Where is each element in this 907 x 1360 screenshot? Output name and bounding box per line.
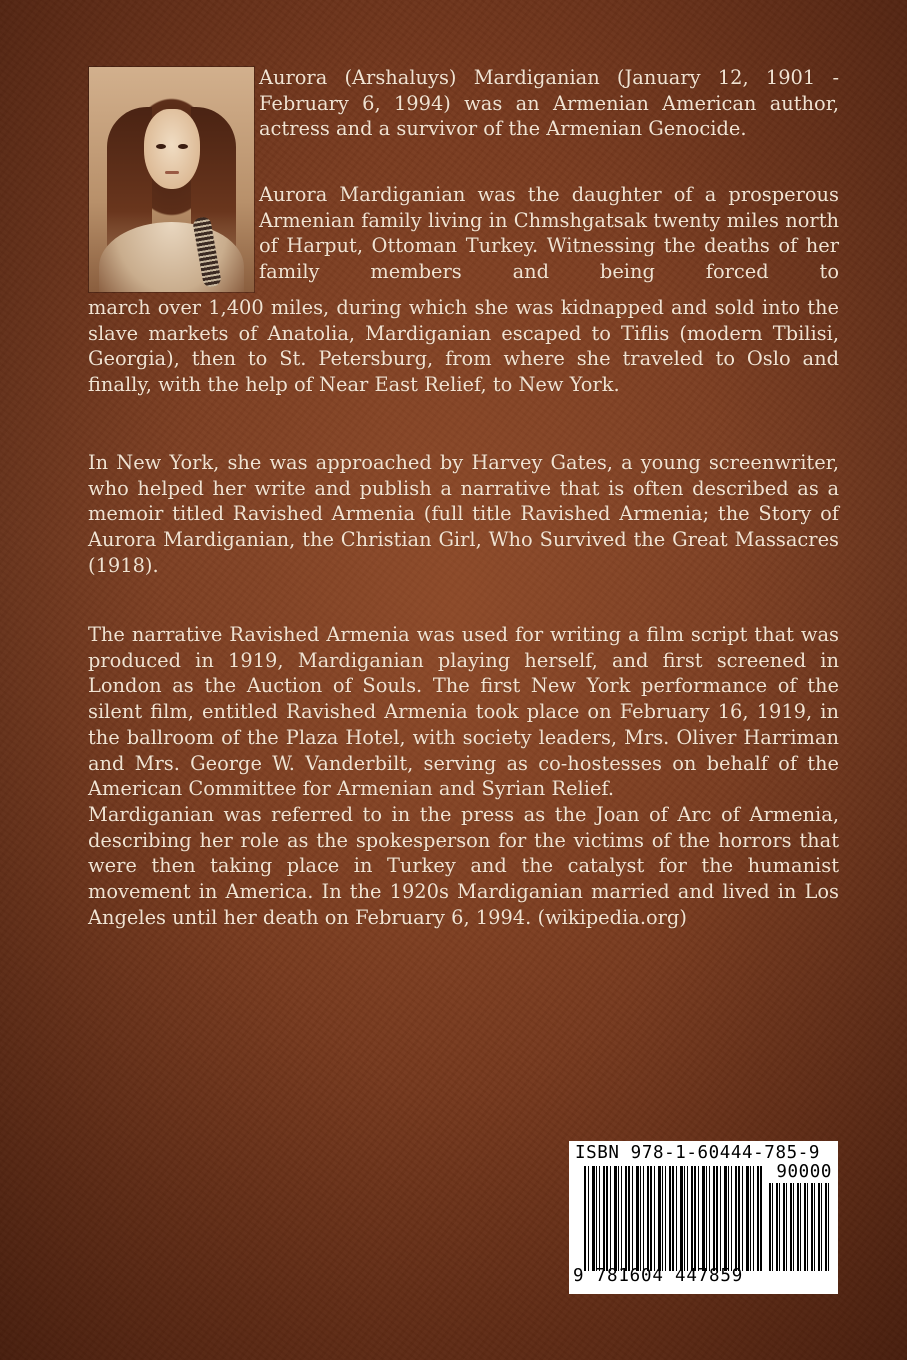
bio-paragraph-2-bottom-text: march over 1,400 miles, during which she was kidnapped and sold into the slave markets of Anatolia, Mardiganian escaped to Tiflis (modern Tbilisi, Georgia), then to St. Petersburg, from where she traveled to Oslo and finally, with the help of Near East Relief, to New York.	[88, 296, 839, 397]
bio-paragraph-3-text: In New York, she was approached by Harvey Gates, a young screenwriter, who helped her write and publish a narrative that is often described as a memoir titled Ravished Armenia (full title Ravished Armenia; the Story of Aurora Mardiganian, the Christian Girl, Who Survived the Great Massacres (1918).	[88, 451, 839, 577]
portrait-eye-left	[156, 144, 166, 149]
bio-paragraph-3	[88, 450, 839, 579]
bio-paragraph-2-top-text: Aurora Mardiganian was the daughter of a prosperous Armenian family living in Chmshgatsak twenty miles north of Harput, Ottoman Turkey. Witnessing the deaths of her family members and being forced to	[259, 183, 839, 284]
portrait-mouth	[165, 171, 179, 174]
portrait-face	[144, 109, 200, 189]
bio-paragraph-5-text: Mardiganian was referred to in the press as the Joan of Arc of Armenia, describing her role as the spokesperson for the victims of the horrors that were then taking place in Turkey and the catalyst for the humanist movement in America. In the 1920s Mardiganian married and lived in Los Angeles until her death on February 6, 1994. (wikipedia.org)	[88, 802, 839, 929]
author-portrait	[89, 67, 254, 292]
isbn-barcode	[569, 1141, 838, 1294]
ean-digits: 9 781604 447859	[573, 1266, 744, 1286]
bio-paragraph-4-text: The narrative Ravished Armenia was used for writing a film script that was produced in 1919, Mardiganian playing herself, and first screened in London as the Auction of Souls. The first New York performance of the silent film, entitled Ravished Armenia took place on February 16, 1919, in the ballroom of the Plaza Hotel, with society leaders, Mrs. Oliver Harriman and Mrs. George W. Vanderbilt, serving as co-hostesses on behalf of the American Committee for Armenian and Syrian Relief.	[88, 623, 839, 801]
bio-paragraph-4	[88, 622, 839, 930]
bio-paragraph-2-bottom	[88, 295, 839, 398]
price-code: 90000	[776, 1162, 832, 1182]
bio-paragraph-1	[259, 65, 839, 142]
barcode-bars-main	[584, 1166, 764, 1271]
barcode-bars-addon	[769, 1183, 831, 1271]
bio-paragraph-1-text: Aurora (Arshaluys) Mardiganian (January 12, 1901 - February 6, 1994) was an Armenian American author, actress and a survivor of the Armenian Genocide.	[259, 66, 839, 141]
bio-paragraph-2-top	[259, 182, 839, 285]
isbn-label: ISBN 978-1-60444-785-9	[575, 1143, 820, 1163]
portrait-eye-right	[178, 144, 188, 149]
